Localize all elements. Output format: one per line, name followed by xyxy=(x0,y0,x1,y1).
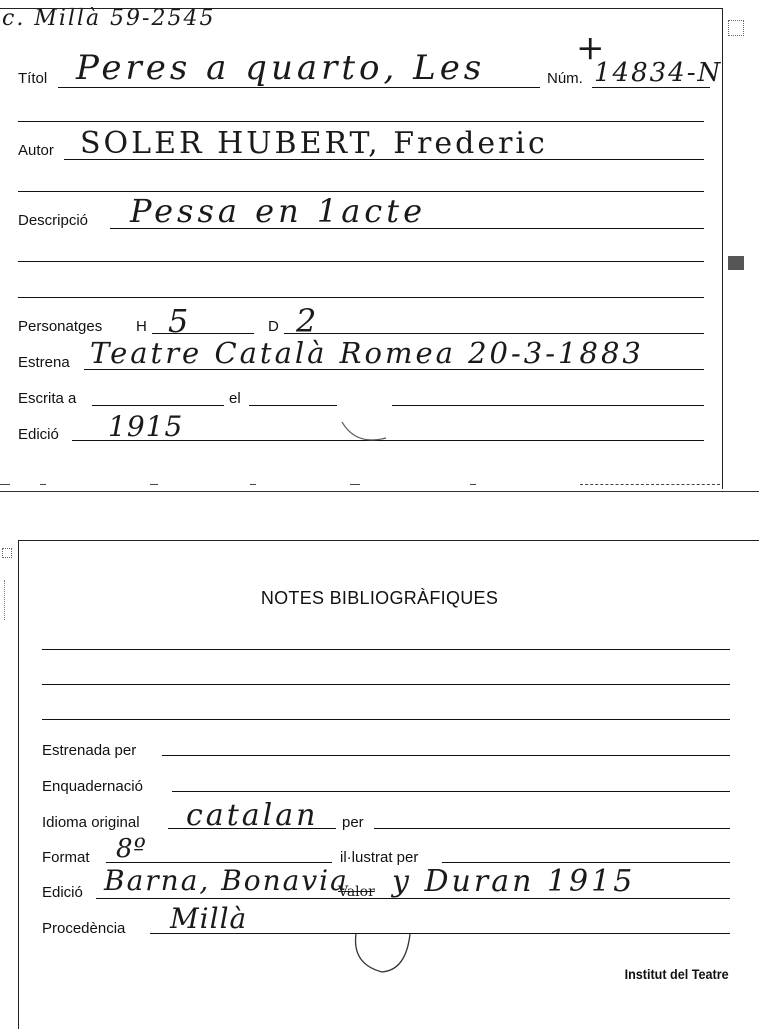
el-line-right xyxy=(392,405,704,406)
autor-label: Autor xyxy=(18,142,54,159)
idioma-value: catalan xyxy=(186,798,319,833)
estrenada-label: Estrenada per xyxy=(42,742,137,759)
top-note: c. Millà 59-2545 xyxy=(2,6,216,31)
autor-value: SOLER HUBERT, Frederic xyxy=(80,126,548,161)
scan-speck xyxy=(728,20,744,36)
scan-speck xyxy=(4,580,11,620)
edicio-value: 1915 xyxy=(108,410,184,443)
per-label: per xyxy=(342,814,364,831)
titol-label: Títol xyxy=(18,70,48,87)
illustrat-label: il·lustrat per xyxy=(340,849,419,866)
d-value: 2 xyxy=(296,302,318,340)
enquadernacio-line xyxy=(172,791,730,792)
el-label: el xyxy=(229,390,241,407)
num-label: Núm. xyxy=(547,70,583,87)
el-line xyxy=(249,405,337,406)
edicio-label: Edició xyxy=(18,426,59,443)
institution-name: Institut del Teatre xyxy=(624,966,729,982)
rule-line xyxy=(42,719,730,720)
card-edge xyxy=(150,484,158,485)
card-edge xyxy=(580,484,720,485)
format-label: Format xyxy=(42,849,90,866)
d-label: D xyxy=(268,318,279,335)
procedencia-value: Millà xyxy=(170,902,248,935)
h-value: 5 xyxy=(168,302,190,340)
cross-mark: + xyxy=(576,28,606,68)
descripcio-label: Descripció xyxy=(18,212,89,229)
rule-line xyxy=(18,261,704,262)
edicio2-value: Barna, Bonavia xyxy=(104,864,349,897)
card-edge xyxy=(350,484,360,485)
h-label: H xyxy=(136,318,147,335)
estrena-value: Teatre Català Romea 20-3-1883 xyxy=(90,336,644,370)
per-line xyxy=(374,828,730,829)
rule-line xyxy=(18,121,704,122)
personatges-label: Personatges xyxy=(18,318,103,335)
card-edge xyxy=(0,484,10,485)
scan-speck xyxy=(728,256,744,270)
separator-line xyxy=(0,491,759,492)
edicio2-value-end: y Duran 1915 xyxy=(392,864,636,899)
enquadernacio-label: Enquadernació xyxy=(42,778,143,795)
escrita-line xyxy=(92,405,224,406)
notes-heading: NOTES BIBLIOGRÀFIQUES xyxy=(260,588,499,608)
procedencia-label: Procedència xyxy=(42,920,126,937)
edicio2-struck: Valor xyxy=(338,884,375,900)
card-edge xyxy=(40,484,46,485)
escrita-label: Escrita a xyxy=(18,390,77,407)
format-value: 8º xyxy=(116,834,147,864)
num-value: 14834-N xyxy=(594,58,723,88)
edicio2-label: Edició xyxy=(42,884,83,901)
estrenada-line xyxy=(162,755,730,756)
d-line xyxy=(284,333,704,334)
punch-hole xyxy=(336,400,396,450)
scan-speck xyxy=(2,548,12,558)
rule-line xyxy=(18,297,704,298)
estrena-label: Estrena xyxy=(18,354,70,371)
rule-line xyxy=(42,684,730,685)
card-edge xyxy=(470,484,476,485)
idioma-label: Idioma original xyxy=(42,814,140,831)
illustrat-line xyxy=(442,862,730,863)
rule-line xyxy=(42,649,730,650)
titol-value: Peres a quarto, Les xyxy=(76,48,486,88)
card-edge xyxy=(250,484,256,485)
descripcio-value: Pessa en 1acte xyxy=(130,192,426,230)
punch-hole xyxy=(348,928,416,978)
